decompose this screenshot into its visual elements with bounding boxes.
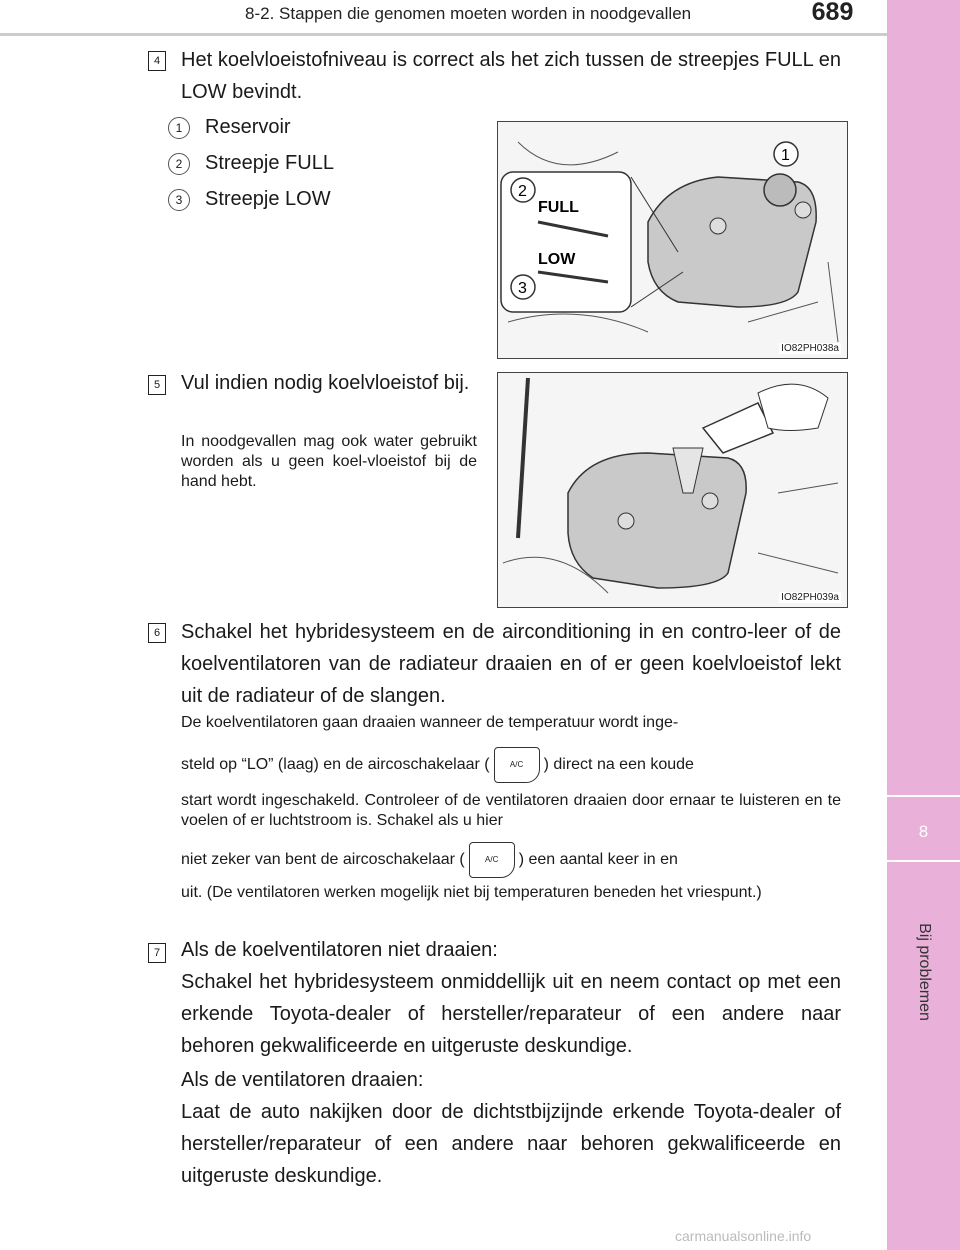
- step-number-badge: 4: [148, 51, 166, 71]
- legend-reservoir: Reservoir: [205, 116, 291, 138]
- step-6-note-end: uit. (De ventilatoren werken mogelijk niet bij temperaturen beneden het vriespunt.): [181, 884, 762, 901]
- chapter-title: Bij problemen: [915, 923, 933, 1021]
- step-7-text-2: Laat de auto nakijken door de dichtstbijzijnde erkende Toyota-dealer of hersteller/reparateur of een andere naar behoren gekwalificeerde en uitgeruste deskundige.: [181, 1101, 841, 1187]
- ac-button-icon: [469, 842, 515, 878]
- legend-low-mark: Streepje LOW: [205, 188, 331, 210]
- coolant-refill-illustration: [497, 372, 848, 608]
- step-7-text-1: Schakel het hybridesysteem onmiddellijk uit en neem contact op met een erkende Toyota-dealer of hersteller/reparateur of een andere naar behoren gekwalificeerde en uitgeruste deskundige.: [181, 971, 841, 1057]
- step-7-title-1: Als de koelventilatoren niet draaien:: [181, 939, 498, 961]
- sidebar-divider: [887, 860, 960, 862]
- step-number-badge: 5: [148, 375, 166, 395]
- figure-code: IO82PH039a: [781, 592, 839, 603]
- step-6-text: Schakel het hybridesysteem en de airconditioning in en contro-leer of de koelventilatoren van de radiateur draaien en of er geen koelvloeistof lekt uit de radiateur of de slangen.: [181, 621, 841, 707]
- section-title: 8-2. Stappen die genomen moeten worden in noodgevallen: [245, 4, 692, 23]
- step-7-title-2: Als de ventilatoren draaien:: [181, 1069, 424, 1091]
- refill-drawing: [498, 373, 847, 607]
- figure-code: IO82PH038a: [781, 343, 839, 354]
- note-text: ) een aantal keer in en: [518, 851, 678, 868]
- note-text: steld op “LO” (laag) en de aircoschakelaar (: [181, 756, 490, 773]
- step-6-note-middle: start wordt ingeschakeld. Controleer of de ventilatoren draaien door ernaar te luisteren en te voelen of er luchtstroom is. Schakel als u hier: [181, 792, 841, 829]
- note-text: niet zeker van bent de aircoschakelaar (: [181, 851, 465, 868]
- legend-full-mark: Streepje FULL: [205, 152, 334, 174]
- ac-button-icon: [494, 747, 540, 783]
- watermark: carmanualsonline.info: [675, 1228, 812, 1244]
- step-5-note: In noodgevallen mag ook water gebruikt worden als u geen koel-vloeistof bij de hand hebt.: [181, 433, 477, 490]
- step-6-note-ac-line: [181, 745, 841, 785]
- header-rule: [0, 33, 887, 36]
- figure-callout: 1: [781, 147, 790, 164]
- ac-button-label: A/C: [509, 759, 524, 769]
- legend-marker: 2: [168, 153, 190, 175]
- figure-callout: 2: [518, 183, 527, 200]
- sidebar-divider: [887, 795, 960, 797]
- step-6-note-ac-line-2: [181, 840, 841, 880]
- step-number-badge: 7: [148, 943, 166, 963]
- legend-marker: 3: [168, 189, 190, 211]
- figure-label-full: FULL: [538, 199, 579, 216]
- figure-label-low: LOW: [538, 251, 576, 268]
- coolant-reservoir-illustration: [497, 121, 848, 359]
- legend-marker: 1: [168, 117, 190, 139]
- reservoir-drawing: [498, 122, 847, 358]
- step-number-badge: 6: [148, 623, 166, 643]
- step-5-text: Vul indien nodig koelvloeistof bij.: [181, 372, 470, 394]
- note-text: ) direct na een koude: [543, 756, 694, 773]
- chapter-sidebar: [887, 0, 960, 1250]
- chapter-number: 8: [918, 822, 929, 841]
- step-4-text: Het koelvloeistofniveau is correct als het zich tussen de streepjes FULL en LOW bevindt.: [181, 49, 841, 103]
- figure-callout: 3: [518, 280, 527, 297]
- ac-button-label: A/C: [485, 854, 499, 864]
- page-number: 689: [811, 0, 854, 26]
- step-6-note-line: De koelventilatoren gaan draaien wanneer de temperatuur wordt inge-: [181, 714, 679, 731]
- page-header: [0, 0, 887, 36]
